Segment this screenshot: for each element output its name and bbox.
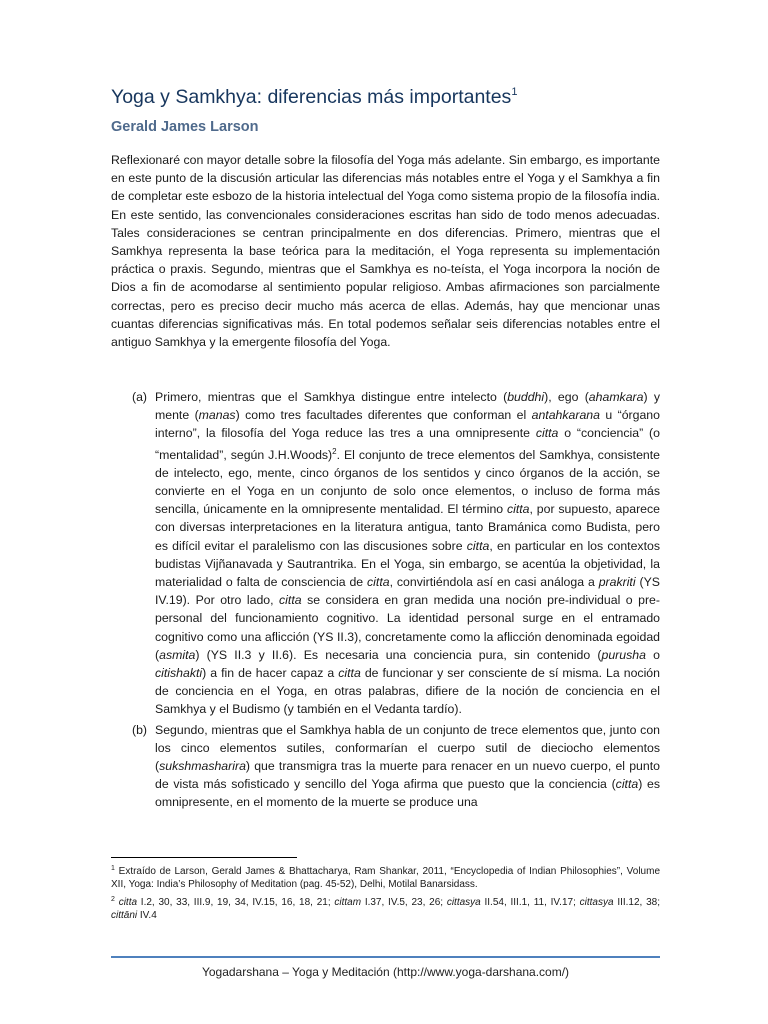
differences-list <box>111 388 660 814</box>
intro-paragraph: Reflexionaré con mayor detalle sobre la filosofía del Yoga más adelante. Sin embargo, es importante en este punto de la discusión articular las diferencias más notables entre el Yoga y el Samkhya a fin de completar este esbozo de la historia intelectual del Yoga como sistema propio de la filosofía india. En este sentido, las convencionales consideraciones escritas han sido de todo menos adecuadas. Tales consideraciones se centran principalmente en dos diferencias. Primero, mientras que el Samkhya representa la base teórica para la meditación, el Yoga representa su implementación práctica o praxis. Segundo, mientras que el Samkhya es no-teísta, el Yoga incorpora la noción de Dios a fin de acomodarse al sentimiento popular religioso. Ambas afirmaciones son parcialmente correctas, pero es preciso decir mucho más acerca de ellas. Además, hay que mencionar unas cuantas diferencias significativas más. En total podemos señalar seis diferencias notables entre el antiguo Samkhya y la emergente filosofía del Yoga. <box>111 153 660 350</box>
author-name: Gerald James Larson <box>111 119 259 135</box>
list-item-a-text: Primero, mientras que el Samkhya distingue entre intelecto (buddhi), ego (ahamkara) y mente (manas) como tres facultades diferentes que conforman el antahkarana u “órgano interno”, la filosofía del Yoga reduce las tres a una omnipresente citta o “conciencia” (o “mentalidad”, según J.H.Woods)$^2$. El conjunto de trece elementos del Samkhya, consistente de intelecto, ego, mente, cinco órganos de los sentidos y cinco órganos de la acción, se convierte en el Yoga en un conjunto de solo once elementos, o incluso de forma más sencilla, únicamente en la omnipresente mentalidad. El término citta, por supuesto, aparece con diversas interpretaciones en la literatura antigua, tanto Bramánica como Budista, pero es difícil evitar el paralelismo con las discusiones sobre citta, en particular en los contextos budistas Vijñanavada y Sautrantrika. En el Yoga, sin embargo, se acentúa la objetividad, la materialidad o falta de consciencia de citta, convirtiéndola así en casi análoga a prakriti (YS IV.19). Por otro lado, citta se considera en gran medida una noción pre-individual o pre-personal del funcionamiento cognitivo. La identidad personal surge en el entramado cognitivo como una aflicción (YS II.3), concretamente como la aflicción denominada egoidad (asmita) (YS II.3 y II.6). Es necesaria una conciencia pura, sin contenido (purusha o citishakti) a fin de hacer capaz a citta de funcionar y ser consciente de sí misma. La noción de conciencia en el Yoga, en otras palabras, difiere de la noción de conciencia en el Samkhya y el Budismo (y también en el Vedanta tardío). <box>155 390 660 717</box>
footnote-2: $^2$ citta I.2, 30, 33, III.9, 19, 34, IV.15, 16, 18, 21; cittam I.37, IV.5, 23, 26; cittasya II.54, III.1, 11, IV.17; cittasya III.12, 38; cittāni IV.4 <box>111 895 661 922</box>
list-marker-a: (a) <box>132 390 148 404</box>
footnotes <box>111 862 660 924</box>
footer-rule <box>111 956 660 958</box>
list-marker-b: (b) <box>132 722 148 737</box>
title-footnote-ref[interactable]: 1 <box>511 86 518 98</box>
footnote-ref-2[interactable]: 2 <box>332 446 337 456</box>
footnote-1: $^1$ Extraído de Larson, Gerald James & Bhattacharya, Ram Shankar, 2011, “Encyclopedia of Indian Philosophies”, Volume XII, Yoga: India’s Philosophy of Meditation (pag. 45-52), Delhi, Motilal Banarsidass. <box>111 865 661 891</box>
page-footer[interactable]: Yogadarshana – Yoga y Meditación (http://www.yoga-darshana.com/) <box>201 965 570 979</box>
list-item-b-text: Segundo, mientras que el Samkhya habla de un conjunto de trece elementos que, junto con los cinco elementos sutiles, conformarían el cuerpo sutil de dieciocho elementos (sukshmasharira) que transmigra tras la muerte para renacer en un nuevo cuerpo, el punto de vista más sofisticado y sencillo del Yoga afirma que puesto que la conciencia (citta) es omnipresente, en el momento de la muerte se produce una <box>155 722 660 810</box>
footnote-separator <box>111 857 297 858</box>
list-item-b <box>111 721 660 812</box>
document-title: Yoga y Samkhya: diferencias más importantes$^1$ <box>111 86 518 108</box>
list-item-a <box>111 388 660 719</box>
